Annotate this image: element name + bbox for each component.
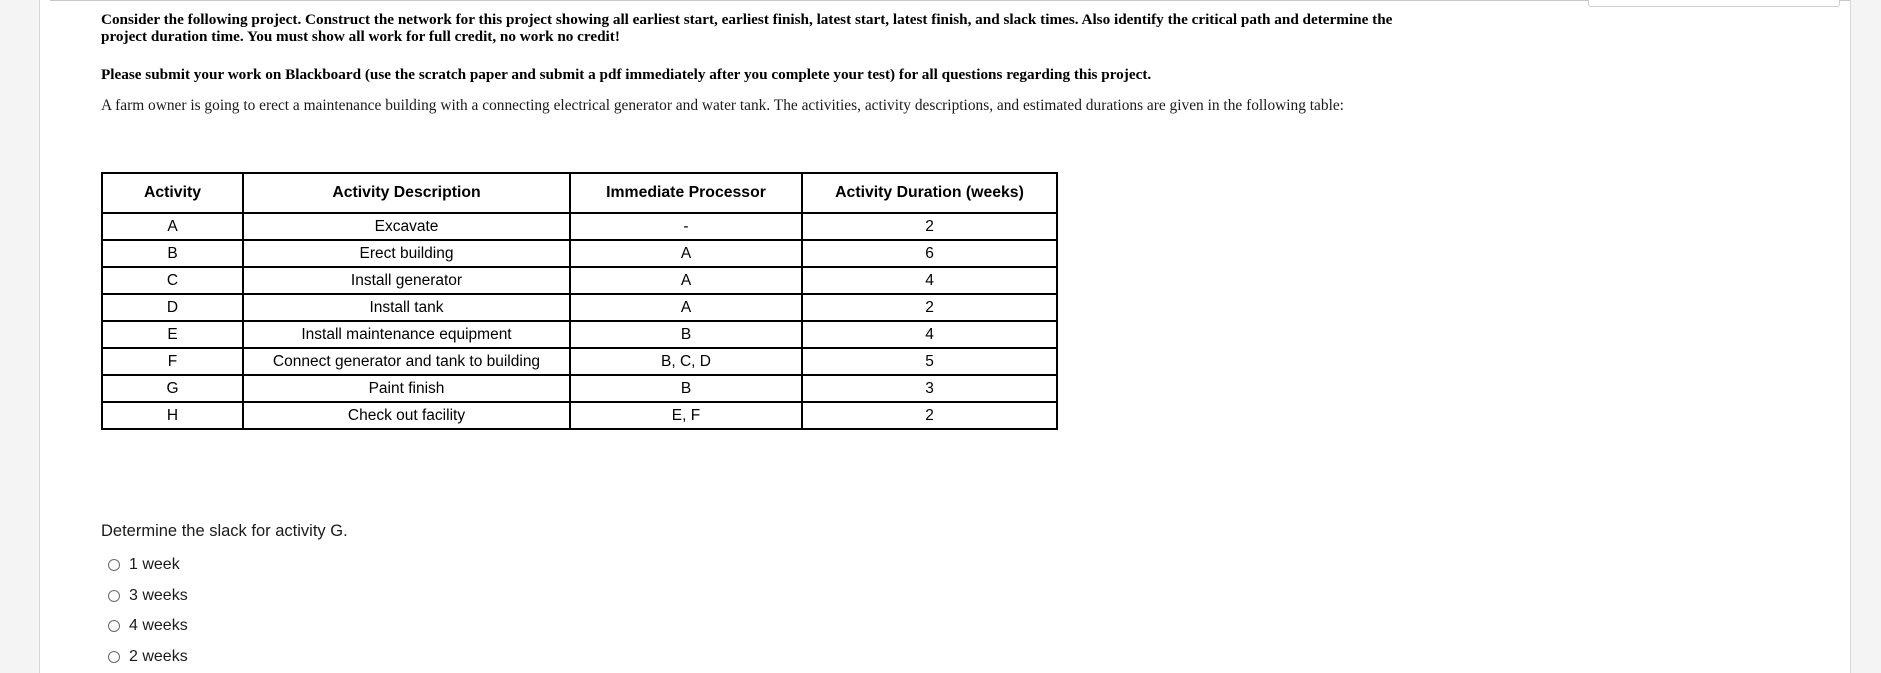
cell-description: Excavate (243, 213, 570, 240)
cell-description: Install maintenance equipment (243, 321, 570, 348)
cell-predecessor: B, C, D (570, 348, 802, 375)
header-immediate-processor: Immediate Processor (570, 173, 802, 213)
submit-note-text: Please submit your work on Blackboard (use the scratch paper and submit a pdf immediately after you complete your test) for all questions regarding this project. (101, 66, 1152, 83)
table-row (102, 240, 1057, 267)
cell-activity: F (102, 348, 243, 375)
cell-predecessor: A (570, 240, 802, 267)
option-label: 3 weeks (129, 586, 188, 604)
cell-activity: H (102, 402, 243, 429)
cell-duration: 6 (802, 240, 1057, 267)
cell-description: Install generator (243, 267, 570, 294)
top-tab (1588, 0, 1840, 7)
cell-activity: E (102, 321, 243, 348)
table-row (102, 375, 1057, 402)
radio-button[interactable] (108, 620, 120, 632)
answer-option[interactable] (108, 642, 188, 673)
cell-duration: 4 (802, 321, 1057, 348)
cell-activity: G (102, 375, 243, 402)
instructions-text: Consider the following project. Construct the network for this project showing all earliest start, earliest finish, latest start, latest finish, and slack times. Also identify the critical path and determine the project duration time. You must show all work for full credit, no work no credit! (101, 11, 1393, 45)
cell-description: Erect building (243, 240, 570, 267)
radio-button[interactable] (108, 590, 120, 602)
cell-duration: 2 (802, 294, 1057, 321)
option-label: 4 weeks (129, 617, 188, 635)
cell-duration: 3 (802, 375, 1057, 402)
cell-activity: C (102, 267, 243, 294)
cell-duration: 5 (802, 348, 1057, 375)
answer-option[interactable] (108, 581, 188, 612)
cell-predecessor: E, F (570, 402, 802, 429)
cell-description: Paint finish (243, 375, 570, 402)
activity-table (101, 172, 1058, 430)
table-row (102, 348, 1057, 375)
answer-option[interactable] (108, 611, 188, 642)
cell-activity: B (102, 240, 243, 267)
cell-predecessor: B (570, 321, 802, 348)
cell-predecessor: B (570, 375, 802, 402)
top-divider (50, 0, 1850, 1)
table-row (102, 402, 1057, 429)
cell-duration: 2 (802, 402, 1057, 429)
table-row (102, 294, 1057, 321)
option-label: 2 weeks (129, 647, 188, 665)
question-prompt: Determine the slack for activity G. (101, 522, 348, 540)
cell-description: Connect generator and tank to building (243, 348, 570, 375)
table-header-row (102, 173, 1057, 213)
radio-button[interactable] (108, 559, 120, 571)
cell-predecessor: A (570, 267, 802, 294)
cell-description: Check out facility (243, 402, 570, 429)
header-activity: Activity (102, 173, 243, 213)
cell-description: Install tank (243, 294, 570, 321)
cell-predecessor: - (570, 213, 802, 240)
option-label: 1 week (129, 556, 180, 574)
cell-duration: 4 (802, 267, 1057, 294)
header-activity-description: Activity Description (243, 173, 570, 213)
header-activity-duration: Activity Duration (weeks) (802, 173, 1057, 213)
answer-options (108, 550, 188, 672)
cell-activity: A (102, 213, 243, 240)
cell-activity: D (102, 294, 243, 321)
table-row (102, 321, 1057, 348)
answer-option[interactable] (108, 550, 188, 581)
scenario-text: A farm owner is going to erect a maintenance building with a connecting electrical generator and water tank. The activities, activity descriptions, and estimated durations are given in the following table: (101, 97, 1344, 114)
cell-predecessor: A (570, 294, 802, 321)
radio-button[interactable] (108, 651, 120, 663)
cell-duration: 2 (802, 213, 1057, 240)
table-row (102, 267, 1057, 294)
table-row (102, 213, 1057, 240)
